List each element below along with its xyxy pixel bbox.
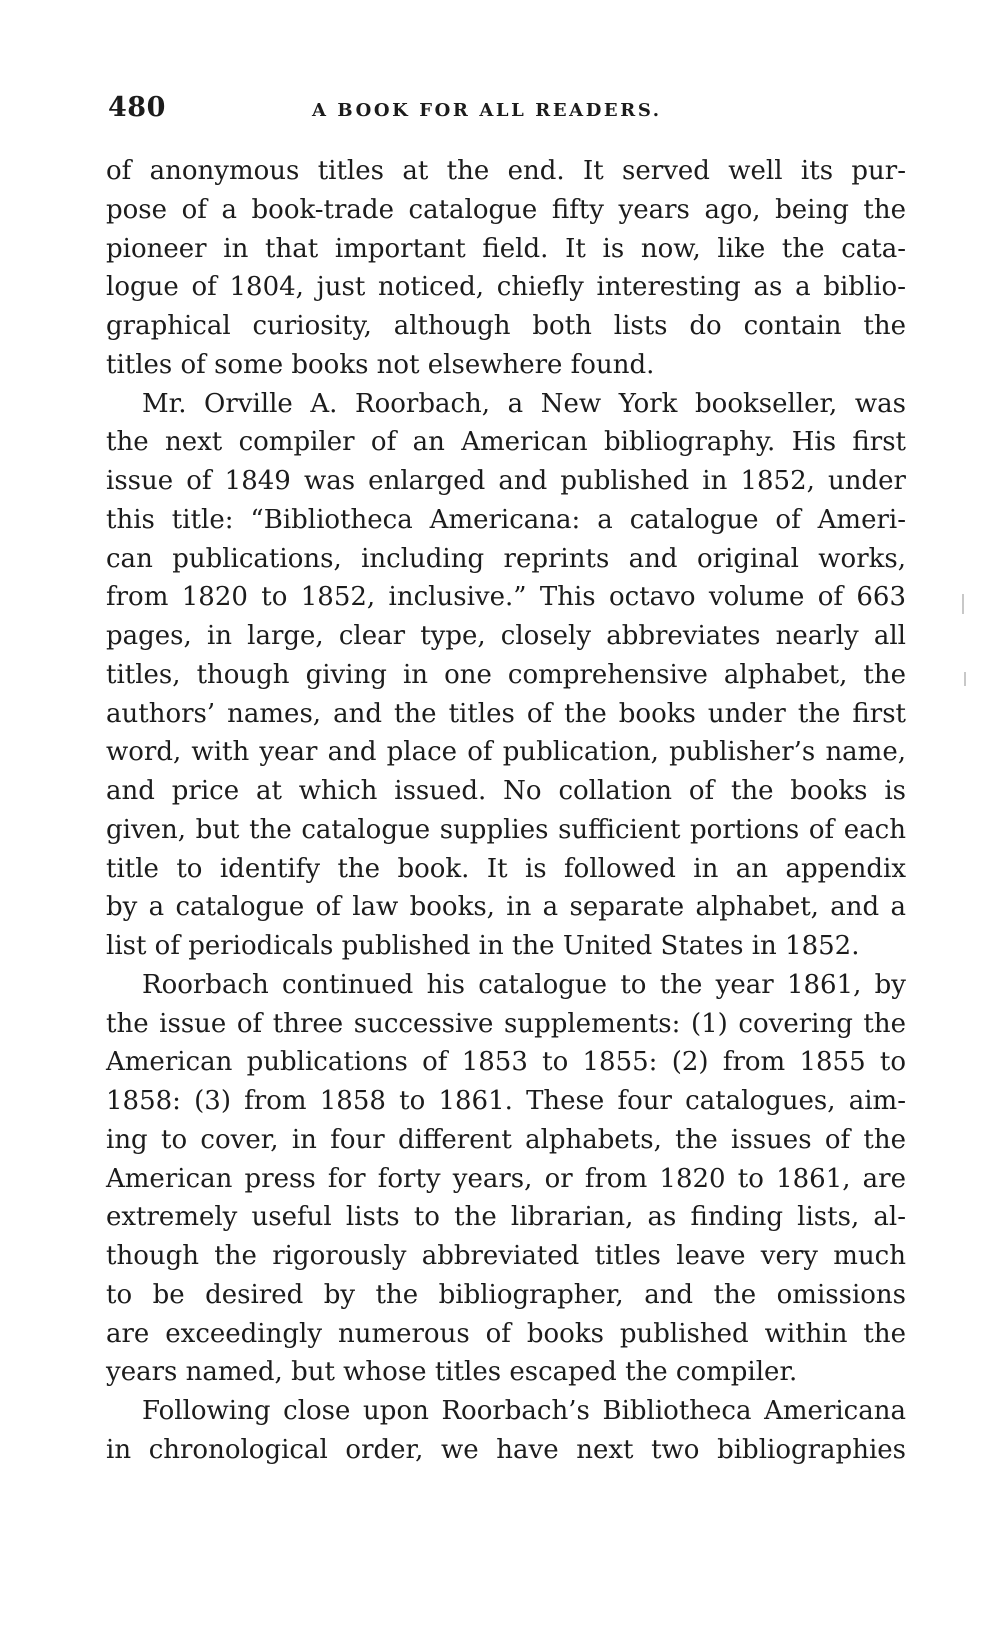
paragraph [106, 152, 906, 385]
text-line: ing to cover, in four different alphabets, the issues of the [106, 1124, 906, 1155]
text-line: title to identify the book. It is followed in an appendix [106, 853, 906, 884]
text-line: Mr. Orville A. Roorbach, a New York bookseller, was [142, 388, 906, 419]
text-line: Roorbach continued his catalogue to the year 1861, by [142, 969, 906, 1000]
running-title: A BOOK FOR ALL READERS. [312, 100, 662, 121]
text-line: by a catalogue of law books, in a separate alphabet, and a [106, 892, 906, 923]
text-line: list of periodicals published in the United States in 1852. [106, 931, 860, 961]
text-line: extremely useful lists to the librarian, as finding lists, al- [106, 1202, 906, 1233]
text-line: the issue of three successive supplements: (1) covering the [106, 1008, 906, 1039]
text-line: American publications of 1853 to 1855: (2) from 1855 to [106, 1047, 906, 1078]
text-line: of anonymous titles at the end. It served well its pur- [106, 156, 906, 186]
margin-mark [962, 594, 964, 614]
text-line: logue of 1804, just noticed, chiefly interesting as a biblio- [106, 272, 906, 303]
text-line: graphical curiosity, although both lists do contain the [106, 311, 906, 341]
page-number: 480 [108, 92, 166, 123]
text-line: and price at which issued. No collation of the books is [106, 776, 906, 806]
text-line: are exceedingly numerous of books published within the [106, 1318, 906, 1349]
text-line: years named, but whose titles escaped the compiler. [106, 1357, 798, 1388]
text-line: in chronological order, we have next two bibliographies [106, 1434, 906, 1465]
paragraph [106, 966, 906, 1392]
text-line: this title: “Bibliotheca Americana: a catalogue of Ameri- [106, 504, 906, 535]
text-line: 1858: (3) from 1858 to 1861. These four catalogues, aim- [106, 1086, 906, 1116]
text-line: pioneer in that important field. It is now, like the cata- [106, 233, 906, 264]
paragraph [106, 1392, 906, 1470]
text-line: Following close upon Roorbach’s Bibliotheca Americana [142, 1396, 906, 1426]
text-line: American press for forty years, or from 1820 to 1861, are [106, 1163, 906, 1194]
margin-mark [964, 672, 966, 686]
text-line: the next compiler of an American bibliography. His first [106, 427, 906, 458]
text-line: given, but the catalogue supplies sufficient portions of each [106, 814, 906, 845]
text-line: pose of a book-trade catalogue fifty years ago, being the [106, 194, 906, 225]
text-line: to be desired by the bibliographer, and the omissions [106, 1279, 906, 1310]
text-line: pages, in large, clear type, closely abbreviates nearly all [106, 621, 906, 651]
text-line: though the rigorously abbreviated titles leave very much [106, 1241, 906, 1271]
text-line: word, with year and place of publication, publisher’s name, [106, 737, 906, 768]
paragraph [106, 385, 906, 966]
text-line: issue of 1849 was enlarged and published in 1852, under [106, 466, 906, 496]
body-text [106, 152, 906, 1470]
text-line: titles of some books not elsewhere found. [106, 349, 655, 380]
text-line: from 1820 to 1852, inclusive.” This octavo volume of 663 [106, 582, 906, 613]
text-line: can publications, including reprints and original works, [106, 543, 906, 574]
text-line: titles, though giving in one comprehensive alphabet, the [106, 659, 906, 690]
text-line: authors’ names, and the titles of the books under the first [106, 698, 906, 729]
